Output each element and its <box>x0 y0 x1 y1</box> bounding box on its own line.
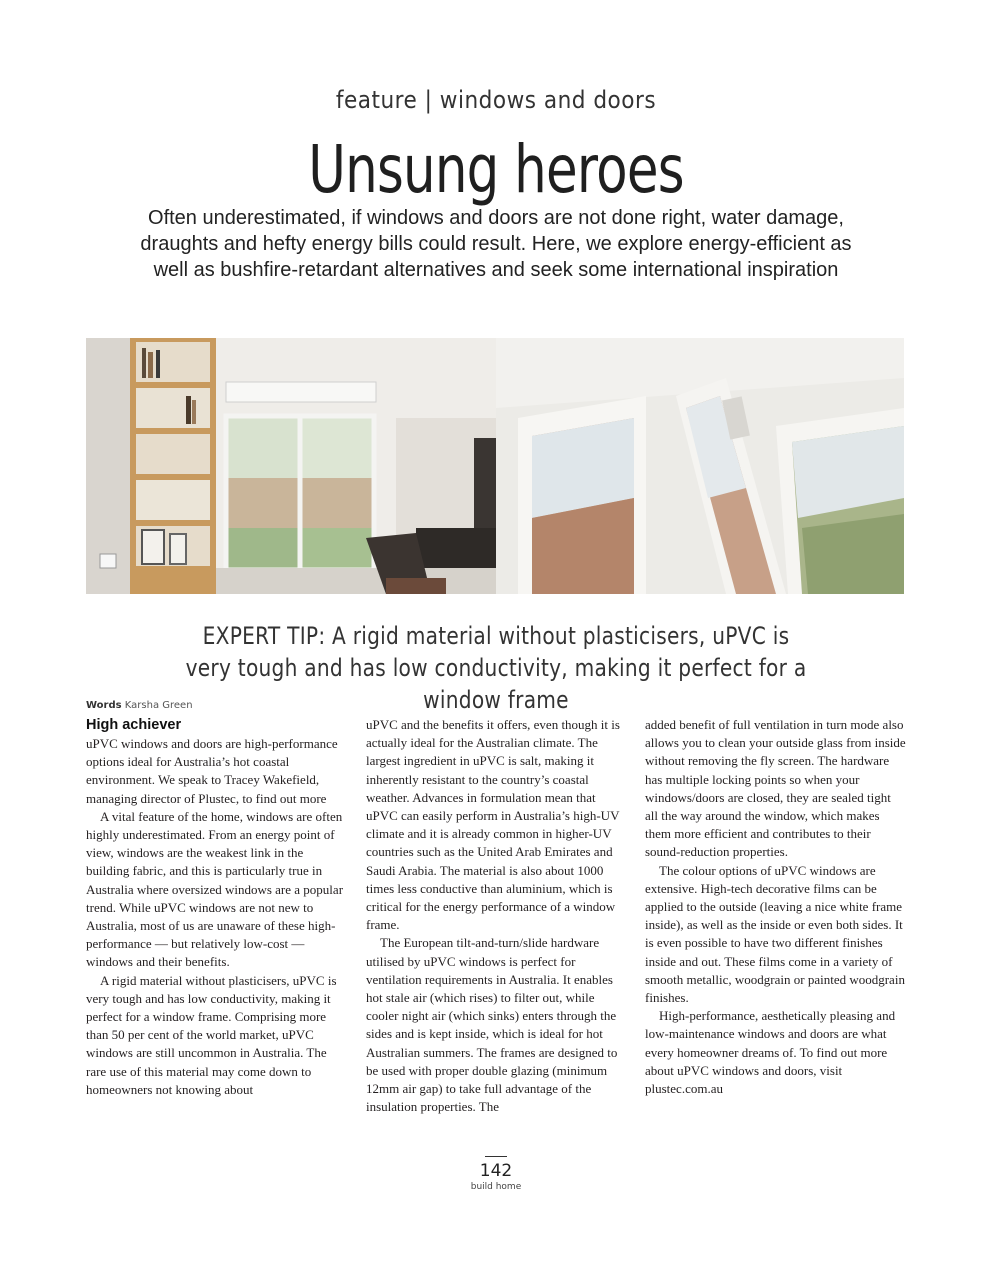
photo-strip <box>86 338 904 594</box>
byline-label: Words <box>86 700 122 711</box>
section-label: feature | windows and doors <box>335 86 657 114</box>
body-paragraph: High-performance, aesthetically pleasing and low-maintenance windows and doors are what every homeowner dreams of. To find out more about uPVC windows and doors, visit plustec.com.au <box>645 1008 896 1097</box>
folio-rule <box>485 1156 507 1157</box>
body-paragraph: added benefit of full ventilation in turn mode also allows you to clean your outside glass from inside without removing the fly screen. The hardware has multiple locking points so when your windows/doors are closed, they are sealed tight all the way around the window, which makes them more efficient and contributes to their sound-reduction properties. <box>645 717 906 860</box>
body-paragraph: The colour options of uPVC windows are extensive. High-tech decorative films can be applied to the outside (leaving a nice white frame inside), as well as the inside or even both sides. It is even possible to have two different finishes inside and out. These films come in a variety of smooth metallic, woodgrain or painted woodgrain finishes. <box>645 862 905 1006</box>
article-column-2 <box>366 716 628 1116</box>
interior-photo <box>86 338 496 594</box>
page-number: 142 <box>479 1161 513 1181</box>
body-paragraph: The European tilt-and-turn/slide hardware utilised by uPVC windows is perfect for ventilation requirements in Australia. It enables hot stale air (which rises) to filter out, while cooler night air (which sinks) enters through the sides and is kept inside, which is ideal for hot Australian summers. The frames are designed to be used with proper double glazing (minimum 12mm air gap) to take full advantage of the insulation properties. The <box>366 935 618 1115</box>
byline <box>86 700 193 711</box>
expert-tip-pullquote: EXPERT TIP: A rigid material without plasticisers, uPVC is very tough and has low conductivity, making it perfect for a window frame <box>185 622 807 714</box>
author-name: Karsha Green <box>124 700 193 711</box>
body-paragraph: A vital feature of the home, windows are often highly underestimated. From an energy point of view, windows are the weakest link in the building fabric, and this is particularly true in Australia where oversized windows are a popular trend. While uPVC windows are not new to Australia, most of us are unaware of these high-performance — but relatively low-cost — windows and their benefits. <box>86 808 344 970</box>
standfirst: Often underestimated, if windows and doors are not done right, water damage, draughts and hefty energy bills could result. Here, we explore energy-efficient as well as bushfire-retardant alternatives and seek some international inspiration <box>140 207 852 281</box>
article-column-3 <box>645 716 907 1098</box>
headline: Unsung heroes <box>308 131 684 208</box>
body-paragraph: A rigid material without plasticisers, uPVC is very tough and has low conductivity, making it perfect for a window frame. Comprising more than 50 per cent of the world market, uPVC windows are still uncommon in Australia. The rare use of this material may come down to homeowners not knowing about <box>86 972 337 1097</box>
window-photo <box>496 338 904 594</box>
article-subhead: High achiever <box>86 717 182 733</box>
body-paragraph: uPVC and the benefits it offers, even though it is actually ideal for the Australian climate. The largest ingredient in uPVC is salt, making it inherently resistant to the country’s coastal weather. Advances in formulation mean that uPVC can easily perform in Australia’s high-UV climate and it is already common in higher-UV countries such as the United Arab Emirates and Saudi Arabia. The material is also about 1000 times less conductive than aluminium, which is critical for the energy performance of a window frame. <box>366 717 620 933</box>
publication-name: build home <box>470 1182 522 1192</box>
article-column-1 <box>86 716 348 1099</box>
intro-paragraph: uPVC windows and doors are high-performance options ideal for Australia’s hot coastal environment. We speak to Tracey Wakefield, managing director of Plustec, to find out more <box>86 736 338 806</box>
page-folio <box>0 1156 992 1193</box>
